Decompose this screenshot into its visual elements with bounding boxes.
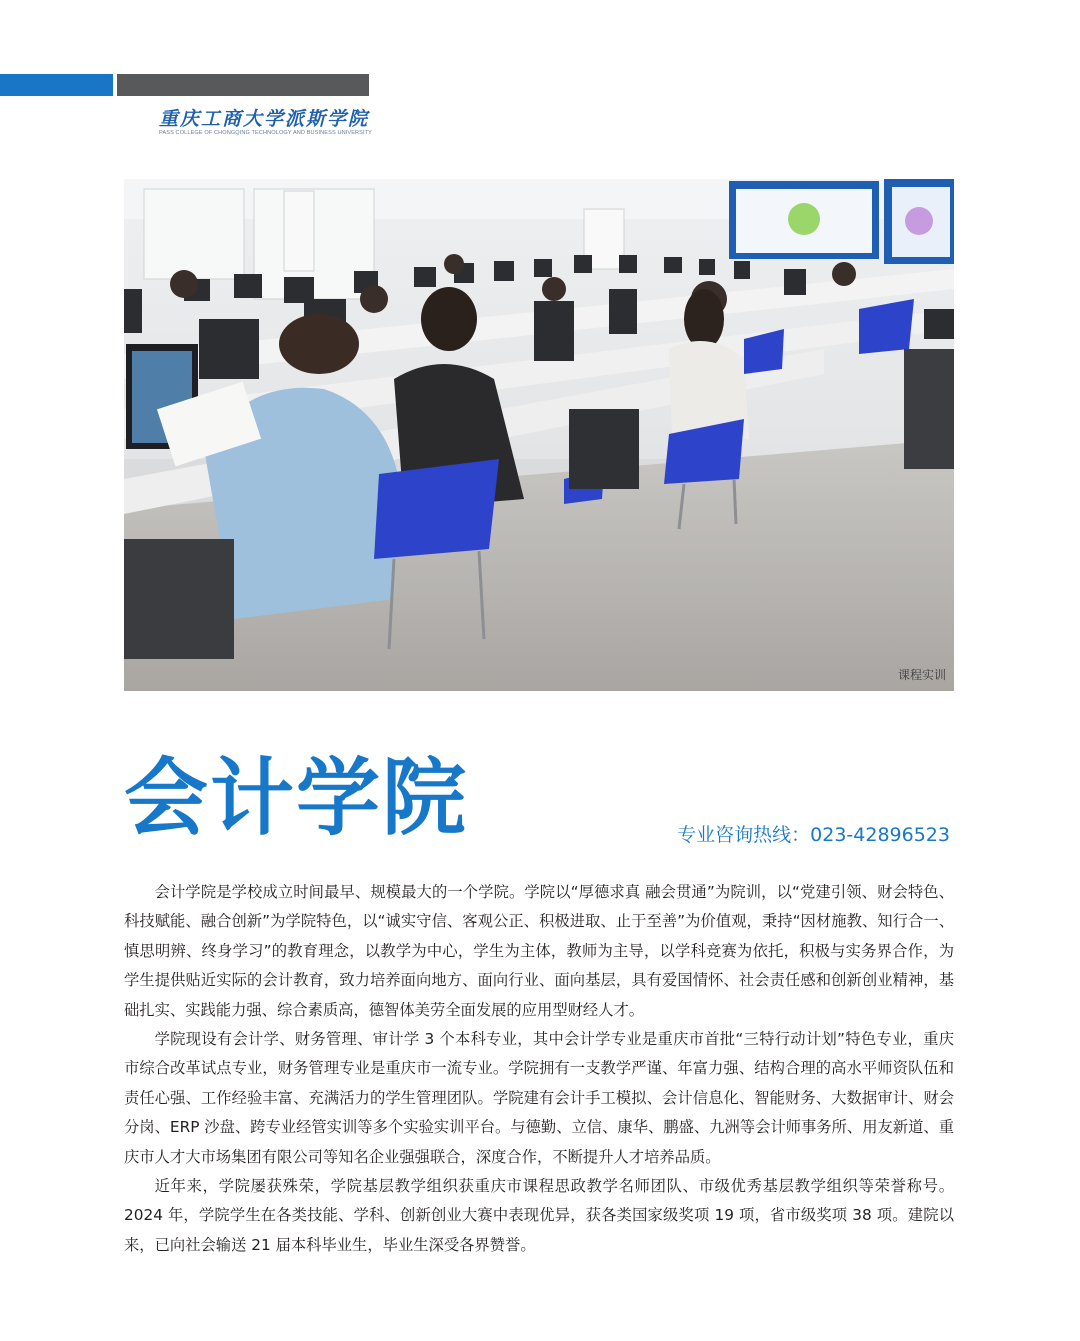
photo-caption: 课程实训	[897, 668, 946, 682]
consult-hotline: 专业咨询热线：023-42896523	[677, 824, 950, 846]
majors-paragraph: 学院现设有会计学、财务管理、审计学 3 个本科专业，其中会计学专业是重庆市首批“三特行动计划”特色专业，重庆市综合改革试点专业，财务管理专业是重庆市一流专业。学院拥有一支教学严谨、年富力强、结构合理的高水平师资队伍和责任心强、工作经验丰富、充满活力的学生管理团队。学院建有会计手工模拟、会计信息化、智能财务、大数据审计、财会分岗、ERP 沙盘、跨专业经管实训等多个实验实训平台。与德勤、立信、康华、鹏盛、九洲等会计师事务所、用友新道、重庆市人才大市场集团有限公司等知名企业强强联合，深度合作，不断提升人才培养品质。	[124, 1030, 954, 1166]
logo-english-name: PASS COLLEGE OF CHONGQING TECHNOLOGY AND BUSINESS UNIVERSITY	[159, 130, 373, 136]
header-accent-bar-blue	[0, 74, 113, 96]
college-title: 会计学院	[124, 749, 469, 847]
achievements-paragraph: 近年来，学院屡获殊荣，学院基层教学组织获重庆市课程思政教学名师团队、市级优秀基层教学组织等荣誉称号。2024 年，学院学生在各类技能、学科、创新创业大赛中表现优异，获各类国家级奖项 19 项，省市级奖项 38 项。建院以来，已向社会输送 21 届本科毕业生，毕业生深受各界赞誉。	[124, 1177, 954, 1254]
college-logo	[159, 104, 371, 140]
header-accent-bar-gray	[117, 74, 369, 96]
logo-chinese-name: 重庆工商大学派斯学院	[159, 108, 370, 130]
classroom-photo	[124, 179, 954, 691]
college-introduction	[124, 878, 954, 1260]
classroom-photo-illustration	[124, 179, 954, 691]
intro-paragraph: 会计学院是学校成立时间最早、规模最大的一个学院。学院以“厚德求真 融会贯通”为院训，以“党建引领、财会特色、科技赋能、融合创新”为学院特色，以“诚实守信、客观公正、积极进取、止于至善”为价值观，秉持“因材施教、知行合一、慎思明辨、终身学习”的教育理念，以教学为中心，学生为主体，教师为主导，以学科竞赛为依托，积极与实务界合作，为学生提供贴近实际的会计教育，致力培养面向地方、面向行业、面向基层，具有爱国情怀、社会责任感和创新创业精神，基础扎实、实践能力强、综合素质高，德智体美劳全面发展的应用型财经人才。	[124, 883, 954, 1019]
